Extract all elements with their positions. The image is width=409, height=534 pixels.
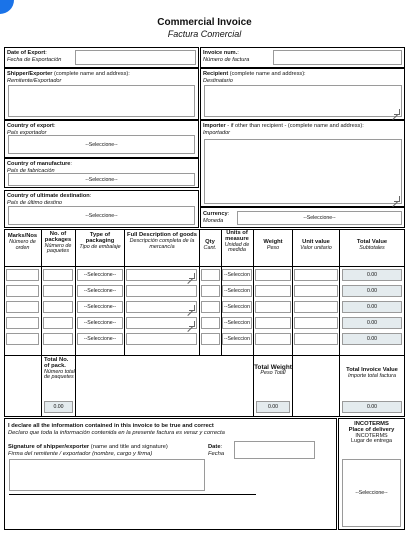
country-manufacture-box: Country of manufacture: País de fabricación --Seleccione-- — [4, 158, 199, 188]
subtotal-value: 0.00 — [342, 269, 402, 281]
declaration-es: Declaro que toda la información contenida en la presente factura es veraz y correcta — [8, 429, 225, 436]
packages-input[interactable] — [43, 269, 73, 281]
invoice-num-input[interactable] — [273, 50, 402, 65]
description-textarea[interactable] — [126, 285, 197, 297]
shipper-sub: Remitente/Exportador — [7, 77, 62, 84]
date-of-export-input[interactable] — [75, 50, 196, 65]
country-manufacture-label: Country of manufacture — [7, 161, 71, 167]
country-destination-sub: País de último destino — [7, 199, 63, 206]
unit-value-input[interactable] — [294, 317, 338, 329]
page-subtitle: Factura Comercial — [167, 29, 242, 39]
shipper-label: Shipper/Exporter — [7, 71, 53, 77]
country-destination-box: Country of ultimate destination: País de último destino --Seleccione-- — [4, 190, 199, 228]
currency-label: Currency — [203, 211, 228, 217]
subtotal-value: 0.00 — [342, 285, 402, 297]
country-export-label: Country of export — [7, 123, 54, 129]
marks-input[interactable] — [6, 285, 39, 297]
importer-box — [200, 120, 405, 207]
resize-grip-icon[interactable] — [394, 109, 400, 115]
incoterms-label-es: INCOTERMS — [355, 432, 388, 439]
page-title: Commercial Invoice — [157, 17, 252, 28]
place-of-delivery-sub: Lugar de entrega — [350, 438, 393, 445]
units-select[interactable]: --Seleccion — [222, 269, 252, 281]
total-packs-label: Total No. of pack. Número total de paquetes — [44, 357, 75, 381]
weight-input[interactable] — [255, 269, 291, 281]
units-select[interactable]: --Seleccion — [222, 333, 252, 345]
importer-label: Importer — [203, 123, 226, 129]
total-packs-value: 0.00 — [44, 401, 73, 413]
date-of-export-sub: Fecha de Exportación — [7, 56, 62, 63]
packages-input[interactable] — [43, 301, 73, 313]
recipient-extra: (complete name and address): — [229, 71, 306, 77]
weight-input[interactable] — [255, 285, 291, 297]
qty-input[interactable] — [201, 333, 220, 345]
type-select[interactable]: --Seleccione-- — [77, 317, 123, 329]
col-unit-value: Unit value Valor unitario — [300, 239, 332, 251]
invoice-num-box: Invoice num.: Número de factura — [200, 47, 405, 68]
marks-input[interactable] — [6, 301, 39, 313]
incoterms-label: INCOTERMS — [354, 421, 389, 427]
subtotal-value: 0.00 — [342, 333, 402, 345]
recipient-box — [200, 68, 405, 120]
recipient-textarea[interactable] — [204, 85, 402, 117]
units-select[interactable]: --Seleccion — [222, 301, 252, 313]
signature-label: Signature of shipper/exporter — [8, 444, 90, 450]
place-of-delivery-label: Place of delivery — [348, 426, 395, 433]
marks-input[interactable] — [6, 269, 39, 281]
weight-input[interactable] — [255, 317, 291, 329]
packages-input[interactable] — [43, 317, 73, 329]
type-select[interactable]: --Seleccione-- — [77, 285, 123, 297]
col-units: Units of measure Unidad de medida — [224, 230, 250, 254]
units-select[interactable]: --Seleccion — [222, 285, 252, 297]
total-weight-value: 0.00 — [256, 401, 290, 413]
qty-input[interactable] — [201, 317, 220, 329]
date-of-export-box: Date of Export: Fecha de Exportación — [4, 47, 199, 68]
description-textarea[interactable] — [126, 333, 197, 345]
shipper-textarea[interactable] — [8, 85, 195, 117]
country-export-box: Country of export: País exportador --Seleccione-- — [4, 120, 199, 158]
col-type: Type of packaging Tipo de embalaje — [79, 232, 121, 250]
country-export-sub: País exportador — [7, 129, 47, 136]
weight-input[interactable] — [255, 301, 291, 313]
packages-input[interactable] — [43, 333, 73, 345]
country-destination-label: Country of ultimate destination — [7, 193, 90, 199]
type-select[interactable]: --Seleccione-- — [77, 269, 123, 281]
invoice-num-label: Invoice num. — [203, 50, 238, 56]
date-of-export-label: Date of Export — [7, 50, 46, 56]
resize-grip-icon[interactable] — [189, 305, 195, 311]
unit-value-input[interactable] — [294, 333, 338, 345]
resize-grip-icon[interactable] — [189, 321, 195, 327]
marks-input[interactable] — [6, 333, 39, 345]
signature-extra: (name and title and signature) — [90, 444, 168, 450]
country-destination-select[interactable]: --Seleccione-- — [8, 206, 195, 225]
col-description: Full Description of goods Descripción completa de la mercancía — [127, 232, 197, 250]
country-export-select[interactable]: --Seleccione-- — [8, 135, 195, 154]
col-packages: No. of packages Número de paquetes — [44, 231, 72, 255]
importer-sub: Importador — [203, 129, 231, 136]
country-manufacture-select[interactable]: --Seleccione-- — [8, 173, 195, 186]
currency-box: Currency: Moneda --Seleccione-- — [200, 207, 405, 228]
description-textarea[interactable] — [126, 301, 197, 313]
col-weight: Weight Peso — [263, 239, 283, 251]
subtotal-value: 0.00 — [342, 317, 402, 329]
qty-input[interactable] — [201, 269, 220, 281]
qty-input[interactable] — [201, 301, 220, 313]
subtotal-value: 0.00 — [342, 301, 402, 313]
total-invoice-value: 0.00 — [342, 401, 402, 413]
shipper-box — [4, 68, 199, 120]
date-sub: Fecha — [208, 450, 225, 457]
signature-sub: Firma del remitente / exportador (nombre, cargo y firma) — [8, 450, 153, 457]
signature-textarea[interactable] — [9, 459, 205, 491]
qty-input[interactable] — [201, 285, 220, 297]
shipper-extra: (complete name and address): — [53, 71, 130, 77]
recipient-sub: Destinatario — [203, 77, 233, 84]
weight-input[interactable] — [255, 333, 291, 345]
unit-value-input[interactable] — [294, 301, 338, 313]
importer-extra: - if other than recipient - (complete name and address): — [227, 123, 364, 129]
col-qty: Qty Cant. — [203, 239, 217, 251]
unit-value-input[interactable] — [294, 269, 338, 281]
description-textarea[interactable] — [126, 317, 197, 329]
marks-input[interactable] — [6, 317, 39, 329]
unit-value-input[interactable] — [294, 285, 338, 297]
importer-textarea[interactable] — [204, 139, 402, 204]
type-select[interactable]: --Seleccione-- — [77, 333, 123, 345]
col-marks: Marks/Nos Número de orden — [7, 233, 38, 251]
declaration-box: I declare all the information contained in this invoice to be true and correct Declaro que toda la información contenida en la presente factura es veraz y correcta Signature of shipper/exporter (name and title and signature) Firma del remitente / exportador (nombre, cargo y firma) Date: Fecha — [4, 418, 337, 530]
resize-grip-icon[interactable] — [189, 273, 195, 279]
incoterms-box — [338, 418, 405, 530]
type-select[interactable]: --Seleccione-- — [77, 301, 123, 313]
total-invoice-label: Total Invoice Value Importe total factura — [346, 367, 398, 379]
invoice-num-sub: Número de factura — [203, 56, 250, 63]
date-label: Date — [208, 444, 221, 450]
recipient-label: Recipient — [203, 71, 229, 77]
resize-grip-icon[interactable] — [394, 196, 400, 202]
date-input[interactable] — [234, 441, 315, 459]
incoterms-select[interactable]: --Seleccione-- — [342, 459, 401, 527]
currency-sub: Moneda — [203, 217, 224, 224]
total-weight-label: Total Weight Peso Total — [254, 364, 292, 376]
units-select[interactable]: --Seleccion — [222, 317, 252, 329]
country-manufacture-sub: País de fabricación — [7, 167, 55, 174]
description-textarea[interactable] — [126, 269, 197, 281]
corner-badge — [0, 0, 14, 14]
col-total-value: Total Value Subtotales — [356, 239, 388, 251]
packages-input[interactable] — [43, 285, 73, 297]
declaration-en: I declare all the information contained in this invoice to be true and correct — [8, 423, 214, 429]
currency-select[interactable]: --Seleccione-- — [237, 211, 402, 225]
